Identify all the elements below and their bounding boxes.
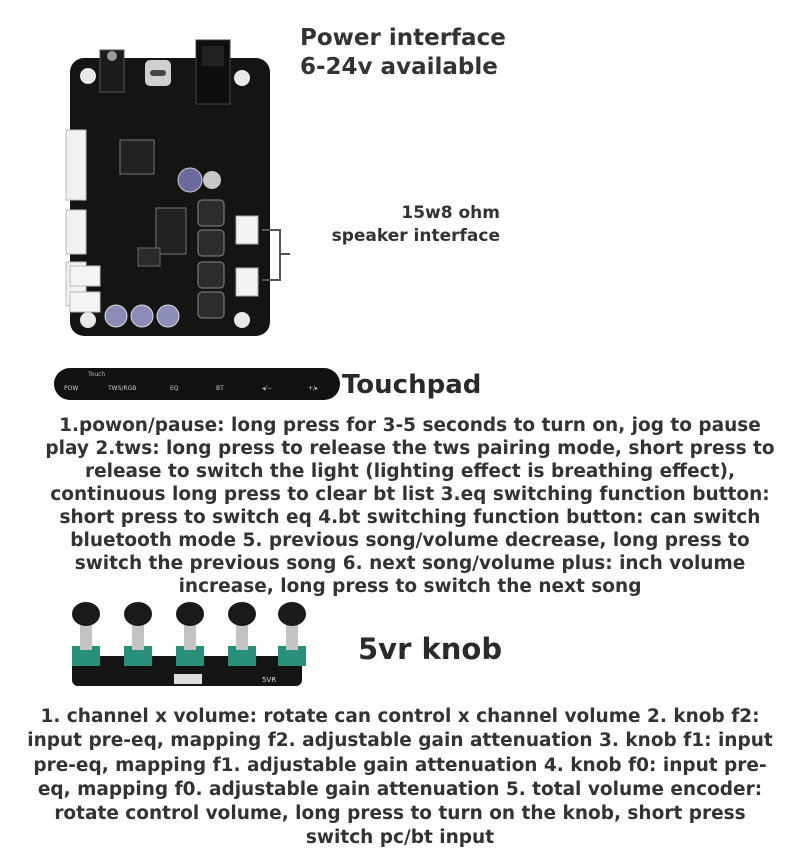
touch-text: Touch [88,371,106,378]
knob-description: 1. channel x volume: rotate can control x channel volume 2. knob f2: input pre-eq, mapping f2. adjustable gain attenuation 3. knob f1: input pre-eq, mapping f1. adjustable gain attenuation 4. knob f0: input pre-eq, mapping f0. adjustable gain attenuation 5. total volume encoder: rotate control volume, long press to turn on the knob, short press switch pc/bt input [27,706,773,849]
amplifier-board-photo [60,30,290,340]
speaker-interface-label [300,202,500,248]
touchpad-title: Touchpad [342,370,482,400]
prev-key-label: ◂/− [262,385,273,392]
speaker-label-line1: 15w8 ohm [401,203,500,223]
knob-board-photo [62,600,322,692]
knob-3 [176,602,204,666]
knob-board-label: 5VR [262,676,277,684]
power-label-line1: Power interface [300,25,506,51]
bt-key-label: BT [216,385,224,392]
knob-title: 5vr knob [358,632,503,666]
knob-2 [124,602,152,666]
pow-key-label: POW [64,385,79,392]
power-interface-label [300,24,560,82]
touchpad-description: 1.powon/pause: long press for 3-5 seconds to turn on, jog to pause play 2.tws: long press to release the tws pairing mode, short press to release to switch the light (lighting effect is breathing effect), continuous long press to clear bt list 3.eq switching function button: short press to switch eq 4.bt switching function button: can switch bluetooth mode 5. previous song/volume decrease, long press to switch the previous song 6. next song/volume plus: inch volume increase, long press to switch the next song [45,415,775,597]
knob-1 [72,602,100,666]
tws-key-label: TWS/RGB [108,385,137,392]
speaker-label-line2: speaker interface [331,226,500,246]
power-label-line2: 6-24v available [300,54,498,80]
knob-4 [228,602,256,666]
touchpad-strip-photo [52,364,342,404]
knob-5 [278,602,306,666]
eq-key-label: EQ [170,385,179,392]
next-key-label: +/▸ [308,385,319,392]
